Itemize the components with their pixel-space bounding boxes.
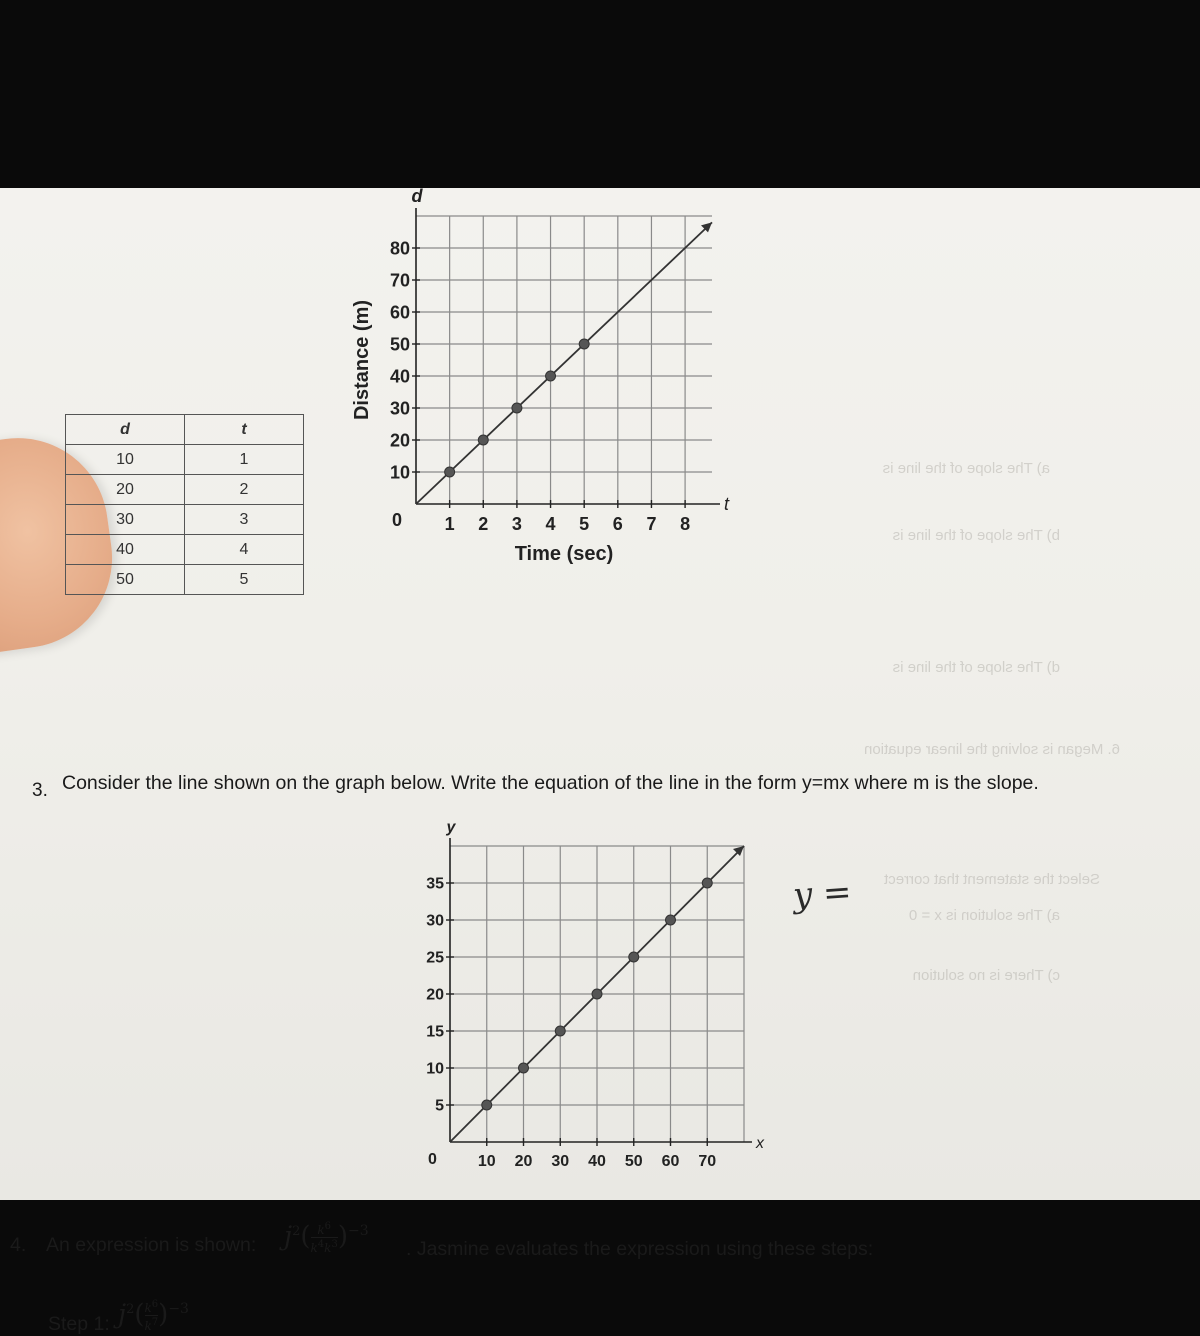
handwritten-answer: y = [791,872,853,916]
y-axis-label: Distance (m) [351,299,373,421]
data-point [702,878,712,888]
y-tick-label: 50 [389,334,410,355]
y-axis-letter: y [446,819,456,836]
svg-text:d) The slope of the line is: d) The slope of the line is [892,659,1060,676]
y-tick-label: 10 [389,462,410,483]
table-row [66,445,304,475]
data-point [445,467,455,477]
data-point [629,952,639,962]
y-tick-label: 60 [389,302,410,323]
origin-label: 0 [428,1151,437,1168]
worksheet-page [0,186,1200,1335]
line-chart-q3 [400,638,780,1170]
x-tick-label: 7 [646,514,657,534]
table-header-row [66,415,304,445]
table-cell: 1 [185,445,304,475]
x-tick-label: 2 [478,514,489,534]
question-4-number: 4. [10,1234,27,1256]
question-3-text: Consider the line shown on the graph below. Write the equation of the line in the form y=mx where m is the slope. [62,772,1039,794]
y-tick-label: 40 [389,366,410,387]
x-tick-label: 1 [444,514,455,534]
svg-text:a) The slope of the line is: a) The slope of the line is [882,460,1050,477]
question-4-continuation: . Jasmine evaluates the expression using these steps: [406,1238,874,1260]
y-tick-label: 30 [389,398,410,419]
distance-time-chart [340,188,760,578]
table-cell: 40 [66,535,185,565]
y-tick-label: 35 [426,875,444,893]
y-tick-label: 25 [426,949,444,967]
data-point [579,339,589,349]
table-cell: 50 [66,565,185,595]
origin-label: 0 [392,510,403,530]
y-tick-label: 5 [435,1097,444,1115]
table-cell: 5 [185,565,304,595]
data-point [512,403,522,413]
table-cell: 4 [185,535,304,565]
data-point [666,915,676,925]
y-axis-letter: d [411,186,423,206]
x-axis-letter: t [724,494,730,514]
x-tick-label: 8 [680,514,691,534]
y-tick-label: 20 [389,430,410,451]
x-tick-label: 6 [612,514,623,534]
data-table [65,414,304,595]
table-cell: 3 [185,505,304,535]
table-row [66,505,304,535]
table-cell: 10 [66,445,185,475]
data-point [478,435,488,445]
x-tick-label: 4 [545,514,556,534]
table-cell: 30 [66,505,185,535]
x-tick-label: 50 [624,1153,643,1170]
y-tick-label: 80 [389,238,410,259]
x-axis-label: Time (sec) [514,543,614,565]
expression-image: $j^2$( $\frac{k^6}{k^4k^3}$ )$^{-3}$ [284,1221,369,1255]
svg-text:a) The solution is x = 0: a) The solution is x = 0 [908,907,1060,924]
table-header-t: t [185,415,304,445]
x-tick-label: 3 [511,514,522,534]
step-1-expression: $j^2$( $\frac{k^6}{k^7}$ )$^{-3}$ [118,1299,189,1333]
x-tick-label: 40 [588,1153,606,1170]
question-4-text: An expression is shown: [46,1234,257,1256]
table-cell: 20 [66,475,185,505]
data-point [555,1026,565,1036]
series-line [416,222,712,504]
x-tick-label: 20 [514,1153,533,1170]
y-tick-label: 15 [426,1023,444,1041]
x-axis-letter: x [756,1135,764,1152]
svg-text:c) There is no solution: c) There is no solution [912,967,1060,984]
x-tick-label: 5 [579,514,590,534]
svg-text:6. Megan is solving the linear: 6. Megan is solving the linear equation [864,741,1120,758]
data-point [592,989,602,999]
y-tick-label: 20 [426,986,444,1004]
x-tick-label: 70 [698,1153,717,1170]
x-tick-label: 10 [477,1153,496,1170]
y-tick-label: 30 [426,912,444,930]
y-tick-label: 10 [426,1060,444,1078]
data-point [519,1063,529,1073]
question-3-number: 3. [32,780,48,801]
svg-text:b) The slope of the line is: b) The slope of the line is [892,527,1060,544]
table-row [66,535,304,565]
svg-text:Select the statement that corr: Select the statement that correct [884,871,1100,888]
table-row [66,475,304,505]
step-1-label: Step 1: [48,1313,110,1335]
x-tick-label: 30 [551,1153,570,1170]
table-cell: 2 [185,475,304,505]
table-header-d: d [66,415,185,445]
y-tick-label: 70 [389,270,410,291]
data-point [482,1100,492,1110]
table-row [66,565,304,595]
x-tick-label: 60 [661,1153,680,1170]
data-point [546,371,556,381]
